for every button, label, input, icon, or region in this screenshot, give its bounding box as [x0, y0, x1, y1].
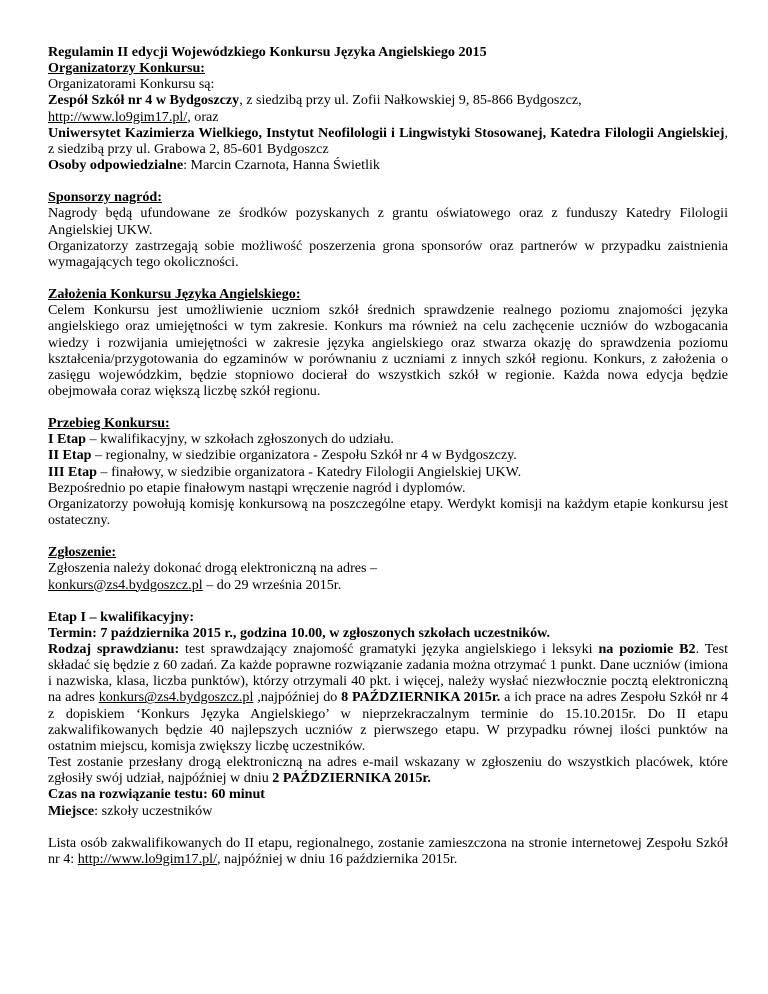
committee-paragraph: Organizatorzy powołują komisję konkursową na poszczególne etapy. Werdykt komisji na każdym etapie konkursu jest ostateczny. [48, 495, 728, 529]
assumptions-section [48, 286, 728, 399]
organizer-university: Uniwersytet Kazimierza Wielkiego, Instytut Neofilologii i Lingwistyki Stosowanej, Katedra Filologii Angielskiej, z siedzibą przy ul. Grabowa 2, 85-601 Bydgoszcz [48, 124, 728, 157]
course-section [48, 415, 728, 528]
assumptions-paragraph: Celem Konkursu jest umożliwienie uczniom szkół średnich sprawdzenie realnego poziomu znajomości języka angielskiego oraz umiejętności w tym zakresie. Konkurs ma również na celu zachęcenie uczniów do wzbogacania wiedzy i rozwijania umiejętności w zakresie języka angielskiego oraz stwarza okazję do sprawdzenia poziomu kształcenia/przygotowania do egzaminów w porównaniu z uczniami z innych szkół regionu. Konkurs, z założenia o zasięgu wojewódzkim, będzie stopniowo docierał do wszystkich szkół w regionie. Każda nowa edycja będzie obejmowała coraz większą liczbę szkół regionu. [48, 302, 728, 399]
organizers-intro: Organizatorami Konkursu są: [48, 76, 215, 93]
registration-line: Zgłoszenia należy dokonać drogą elektroniczną na adres – [48, 560, 378, 577]
registration-email-link[interactable]: konkurs@zs4.bydgoszcz.pl [48, 576, 203, 593]
qualified-section [48, 835, 728, 867]
assumptions-heading: Założenia Konkursu Języka Angielskiego: [48, 286, 301, 303]
awards-line: Bezpośrednio po etapie finałowym nastąpi wręczenie nagród i dyplomów. [48, 479, 466, 496]
sponsors-heading: Sponsorzy nagród: [48, 189, 162, 206]
stage-1-section [48, 609, 728, 819]
document-title: Regulamin II edycji Wojewódzkiego Konkursu Języka Angielskiego 2015 [48, 44, 487, 60]
stage-3-line: III Etap – finałowy, w siedzibie organizatora - Katedry Filologii Angielskiej UKW. [48, 463, 522, 480]
responsible-persons: Osoby odpowiedzialne: Marcin Czarnota, Hanna Świetlik [48, 157, 380, 174]
stage-1-heading: Etap I – kwalifikacyjny: [48, 608, 195, 625]
stage-1-time: Czas na rozwiązanie testu: 60 minut [48, 786, 266, 803]
registration-email-line: konkurs@zs4.bydgoszcz.pl – do 29 września 2015r. [48, 576, 342, 593]
stage-1-place: Miejsce: szkoły uczestników [48, 802, 213, 819]
stage-1-rules: Rodzaj sprawdzianu: test sprawdzający znajomość gramatyki języka angielskiego i leksyki na poziomie B2. Test składać się będzie z 60 zadań. Za każde poprawne rozwiązanie zadania można otrzymać 1 punkt. Dane uczniów (imiona i nazwiska, klasa, liczba punktów), którzy otrzymali 40 pkt. i więcej, należy wysłać niezwłocznie pocztą elektroniczną na adres konkurs@zs4.bydgoszcz.pl ,najpóźniej do 8 PAŹDZIERNIKA 2015r. a ich prace na adres Zespołu Szkół nr 4 z dopiskiem ‘Konkurs Języka Angielskiego’ w nieprzekraczalnym terminie do 15.10.2015r. Do II etapu zakwalifikowanych będzie 40 najlepszych uczniów z pierwszego etapu. W przypadku równej ilości punktów na ostatnim miejscu, komisja zwiększy liczbę uczestników. [48, 641, 729, 754]
sponsors-section [48, 189, 728, 270]
stage-1-term: Termin: 7 października 2015 r., godzina 10.00, w zgłoszonych szkołach uczestników. [48, 624, 551, 641]
qualified-paragraph: Lista osób zakwalifikowanych do II etapu, regionalnego, zostanie zamieszczona na stronie internetowej Zespołu Szkół nr 4: http://www.lo9gim17.pl/, najpóźniej w dniu 16 października 2015r. [48, 834, 728, 867]
stage-1-email-link[interactable]: konkurs@zs4.bydgoszcz.pl [98, 689, 254, 706]
stage-1-line: I Etap – kwalifikacyjny, w szkołach zgłoszonych do udziału. [48, 431, 394, 448]
course-heading: Przebieg Konkursu: [48, 415, 170, 432]
qualified-website-link[interactable]: http://www.lo9gim17.pl/ [77, 850, 217, 867]
registration-heading: Zgłoszenie: [48, 544, 117, 561]
sponsors-paragraph-1: Nagrody będą ufundowane ze środków pozyskanych z grantu oświatowego oraz z funduszy Katedry Filologii Angielskiej UKW. [48, 205, 728, 238]
stage-1-sending: Test zostanie przesłany drogą elektroniczną na adres e-mail wskazany w zgłoszeniu do wszystkich placówek, które zgłosiły swój udział, najpóźniej w dniu 2 PAŹDZIERNIKA 2015r. [48, 754, 728, 787]
organizers-section [48, 60, 728, 173]
school-website-link[interactable]: http://www.lo9gim17.pl/ [48, 108, 188, 125]
registration-section [48, 544, 728, 592]
sponsors-paragraph-2: Organizatorzy zastrzegają sobie możliwość poszerzenia grona sponsorów oraz partnerów w przypadku zaistnienia wymagających tego okoliczności. [48, 237, 728, 270]
stage-2-line: II Etap – regionalny, w siedzibie organizatora - Zespołu Szkół nr 4 w Bydgoszczy. [48, 447, 517, 464]
organizer-school: Zespół Szkół nr 4 w Bydgoszczy, z siedzibą przy ul. Zofii Nałkowskiej 9, 85-866 Bydgoszcz, http://www.lo9gim17.pl/, oraz [48, 92, 582, 125]
organizers-heading: Organizatorzy Konkursu: [48, 60, 205, 77]
